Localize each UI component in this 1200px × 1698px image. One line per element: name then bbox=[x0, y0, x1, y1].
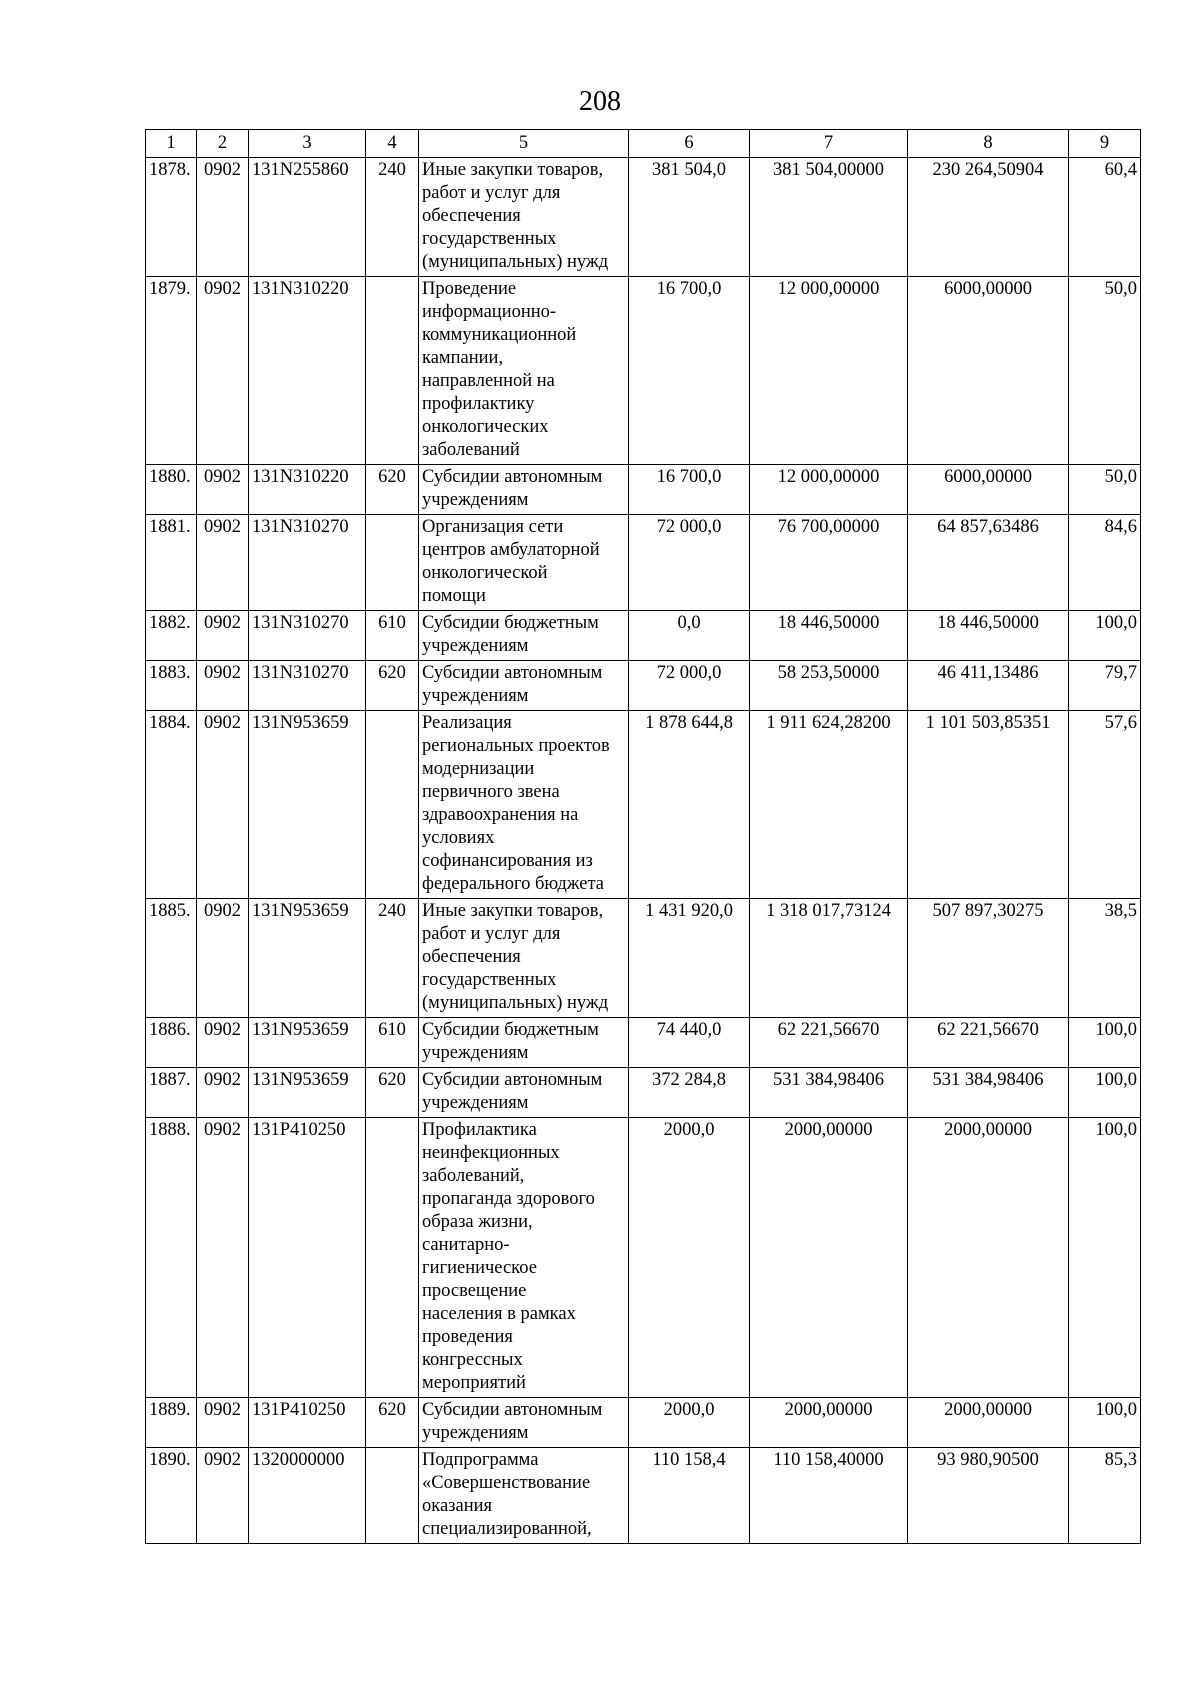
expense-kind-code bbox=[366, 277, 419, 465]
value-col-9: 50,0 bbox=[1069, 465, 1141, 515]
value-col-7: 2000,00000 bbox=[750, 1118, 908, 1398]
expense-kind-code: 620 bbox=[366, 661, 419, 711]
value-col-8: 46 411,13486 bbox=[908, 661, 1069, 711]
budget-table bbox=[145, 129, 1141, 1544]
expense-name: Иные закупки товаров, работ и услуг для обеспечения государственных (муниципальных) нужд bbox=[419, 158, 629, 277]
target-article-code: 131N310270 bbox=[249, 611, 366, 661]
value-col-8: 531 384,98406 bbox=[908, 1068, 1069, 1118]
value-col-6: 0,0 bbox=[629, 611, 750, 661]
column-header: 8 bbox=[908, 130, 1069, 158]
target-article-code: 131N953659 bbox=[249, 711, 366, 899]
column-header: 7 bbox=[750, 130, 908, 158]
target-article-code: 131P410250 bbox=[249, 1398, 366, 1448]
expense-kind-code: 620 bbox=[366, 1068, 419, 1118]
expense-kind-code bbox=[366, 1118, 419, 1398]
row-number: 1883. bbox=[146, 661, 197, 711]
target-article-code: 131N953659 bbox=[249, 1068, 366, 1118]
row-number: 1882. bbox=[146, 611, 197, 661]
row-number: 1886. bbox=[146, 1018, 197, 1068]
expense-name: Организация сети центров амбулаторной онкологической помощи bbox=[419, 515, 629, 611]
expense-name: Иные закупки товаров, работ и услуг для обеспечения государственных (муниципальных) нужд bbox=[419, 899, 629, 1018]
value-col-7: 18 446,50000 bbox=[750, 611, 908, 661]
section-code: 0902 bbox=[197, 1118, 249, 1398]
value-col-7: 58 253,50000 bbox=[750, 661, 908, 711]
table-row bbox=[146, 899, 1141, 1018]
table-row bbox=[146, 661, 1141, 711]
value-col-8: 1 101 503,85351 bbox=[908, 711, 1069, 899]
target-article-code: 131N310270 bbox=[249, 661, 366, 711]
section-code: 0902 bbox=[197, 158, 249, 277]
value-col-9: 100,0 bbox=[1069, 1068, 1141, 1118]
expense-name: Субсидии автономным учреждениям bbox=[419, 661, 629, 711]
section-code: 0902 bbox=[197, 611, 249, 661]
value-col-6: 72 000,0 bbox=[629, 515, 750, 611]
expense-name: Проведение информационно- коммуникационной кампании, направленной на профилактику онкологических заболеваний bbox=[419, 277, 629, 465]
value-col-9: 100,0 bbox=[1069, 1118, 1141, 1398]
row-number: 1879. bbox=[146, 277, 197, 465]
value-col-9: 60,4 bbox=[1069, 158, 1141, 277]
expense-name: Субсидии бюджетным учреждениям bbox=[419, 1018, 629, 1068]
value-col-8: 64 857,63486 bbox=[908, 515, 1069, 611]
expense-kind-code: 240 bbox=[366, 899, 419, 1018]
section-code: 0902 bbox=[197, 1448, 249, 1544]
target-article-code: 131N310270 bbox=[249, 515, 366, 611]
value-col-8: 2000,00000 bbox=[908, 1118, 1069, 1398]
table-row bbox=[146, 1068, 1141, 1118]
value-col-7: 1 911 624,28200 bbox=[750, 711, 908, 899]
row-number: 1887. bbox=[146, 1068, 197, 1118]
value-col-7: 2000,00000 bbox=[750, 1398, 908, 1448]
expense-kind-code bbox=[366, 515, 419, 611]
section-code: 0902 bbox=[197, 1398, 249, 1448]
expense-kind-code: 240 bbox=[366, 158, 419, 277]
expense-kind-code: 620 bbox=[366, 1398, 419, 1448]
expense-kind-code: 610 bbox=[366, 611, 419, 661]
expense-name: Субсидии автономным учреждениям bbox=[419, 465, 629, 515]
target-article-code: 131N953659 bbox=[249, 1018, 366, 1068]
value-col-7: 62 221,56670 bbox=[750, 1018, 908, 1068]
value-col-8: 2000,00000 bbox=[908, 1398, 1069, 1448]
value-col-8: 18 446,50000 bbox=[908, 611, 1069, 661]
row-number: 1888. bbox=[146, 1118, 197, 1398]
target-article-code: 131N953659 bbox=[249, 899, 366, 1018]
section-code: 0902 bbox=[197, 661, 249, 711]
row-number: 1878. bbox=[146, 158, 197, 277]
value-col-7: 110 158,40000 bbox=[750, 1448, 908, 1544]
section-code: 0902 bbox=[197, 277, 249, 465]
value-col-8: 230 264,50904 bbox=[908, 158, 1069, 277]
row-number: 1890. bbox=[146, 1448, 197, 1544]
table-row bbox=[146, 277, 1141, 465]
value-col-6: 1 878 644,8 bbox=[629, 711, 750, 899]
expense-name: Профилактика неинфекционных заболеваний, пропаганда здорового образа жизни, санитарно- гигиеническое просвещение населения в рамках проведения конгрессных мероприятий bbox=[419, 1118, 629, 1398]
table-row bbox=[146, 711, 1141, 899]
section-code: 0902 bbox=[197, 1018, 249, 1068]
value-col-6: 16 700,0 bbox=[629, 465, 750, 515]
value-col-6: 2000,0 bbox=[629, 1118, 750, 1398]
column-header: 6 bbox=[629, 130, 750, 158]
value-col-7: 1 318 017,73124 bbox=[750, 899, 908, 1018]
value-col-9: 50,0 bbox=[1069, 277, 1141, 465]
value-col-7: 381 504,00000 bbox=[750, 158, 908, 277]
value-col-7: 76 700,00000 bbox=[750, 515, 908, 611]
value-col-6: 2000,0 bbox=[629, 1398, 750, 1448]
expense-kind-code bbox=[366, 711, 419, 899]
value-col-9: 85,3 bbox=[1069, 1448, 1141, 1544]
value-col-6: 72 000,0 bbox=[629, 661, 750, 711]
value-col-6: 1 431 920,0 bbox=[629, 899, 750, 1018]
column-header: 9 bbox=[1069, 130, 1141, 158]
value-col-8: 6000,00000 bbox=[908, 277, 1069, 465]
value-col-6: 381 504,0 bbox=[629, 158, 750, 277]
column-header: 4 bbox=[366, 130, 419, 158]
page-number: 208 bbox=[579, 86, 621, 117]
target-article-code: 131N310220 bbox=[249, 277, 366, 465]
value-col-7: 12 000,00000 bbox=[750, 277, 908, 465]
expense-kind-code bbox=[366, 1448, 419, 1544]
value-col-8: 6000,00000 bbox=[908, 465, 1069, 515]
section-code: 0902 bbox=[197, 899, 249, 1018]
value-col-7: 12 000,00000 bbox=[750, 465, 908, 515]
table-row bbox=[146, 1018, 1141, 1068]
table-row bbox=[146, 1118, 1141, 1398]
expense-name: Реализация региональных проектов модернизации первичного звена здравоохранения на условиях софинансирования из федерального бюджета bbox=[419, 711, 629, 899]
section-code: 0902 bbox=[197, 465, 249, 515]
value-col-8: 507 897,30275 bbox=[908, 899, 1069, 1018]
expense-name: Субсидии автономным учреждениям bbox=[419, 1398, 629, 1448]
row-number: 1881. bbox=[146, 515, 197, 611]
target-article-code: 131N255860 bbox=[249, 158, 366, 277]
value-col-9: 79,7 bbox=[1069, 661, 1141, 711]
value-col-9: 38,5 bbox=[1069, 899, 1141, 1018]
value-col-9: 84,6 bbox=[1069, 515, 1141, 611]
table-row bbox=[146, 611, 1141, 661]
value-col-9: 100,0 bbox=[1069, 1398, 1141, 1448]
value-col-8: 93 980,90500 bbox=[908, 1448, 1069, 1544]
section-code: 0902 bbox=[197, 515, 249, 611]
row-number: 1885. bbox=[146, 899, 197, 1018]
expense-name: Подпрограмма «Совершенствование оказания специализированной, bbox=[419, 1448, 629, 1544]
value-col-6: 74 440,0 bbox=[629, 1018, 750, 1068]
table-row bbox=[146, 1448, 1141, 1544]
value-col-6: 372 284,8 bbox=[629, 1068, 750, 1118]
row-number: 1880. bbox=[146, 465, 197, 515]
column-header: 1 bbox=[146, 130, 197, 158]
value-col-6: 110 158,4 bbox=[629, 1448, 750, 1544]
target-article-code: 131N310220 bbox=[249, 465, 366, 515]
value-col-9: 57,6 bbox=[1069, 711, 1141, 899]
header-row bbox=[146, 130, 1141, 158]
section-code: 0902 bbox=[197, 711, 249, 899]
table-row bbox=[146, 158, 1141, 277]
expense-kind-code: 610 bbox=[366, 1018, 419, 1068]
value-col-8: 62 221,56670 bbox=[908, 1018, 1069, 1068]
column-header: 3 bbox=[249, 130, 366, 158]
expense-name: Субсидии автономным учреждениям bbox=[419, 1068, 629, 1118]
section-code: 0902 bbox=[197, 1068, 249, 1118]
table-row bbox=[146, 465, 1141, 515]
expense-kind-code: 620 bbox=[366, 465, 419, 515]
value-col-9: 100,0 bbox=[1069, 1018, 1141, 1068]
value-col-6: 16 700,0 bbox=[629, 277, 750, 465]
row-number: 1884. bbox=[146, 711, 197, 899]
target-article-code: 131P410250 bbox=[249, 1118, 366, 1398]
table-row bbox=[146, 1398, 1141, 1448]
column-header: 5 bbox=[419, 130, 629, 158]
expense-name: Субсидии бюджетным учреждениям bbox=[419, 611, 629, 661]
value-col-9: 100,0 bbox=[1069, 611, 1141, 661]
row-number: 1889. bbox=[146, 1398, 197, 1448]
target-article-code: 1320000000 bbox=[249, 1448, 366, 1544]
column-header: 2 bbox=[197, 130, 249, 158]
value-col-7: 531 384,98406 bbox=[750, 1068, 908, 1118]
table-row bbox=[146, 515, 1141, 611]
